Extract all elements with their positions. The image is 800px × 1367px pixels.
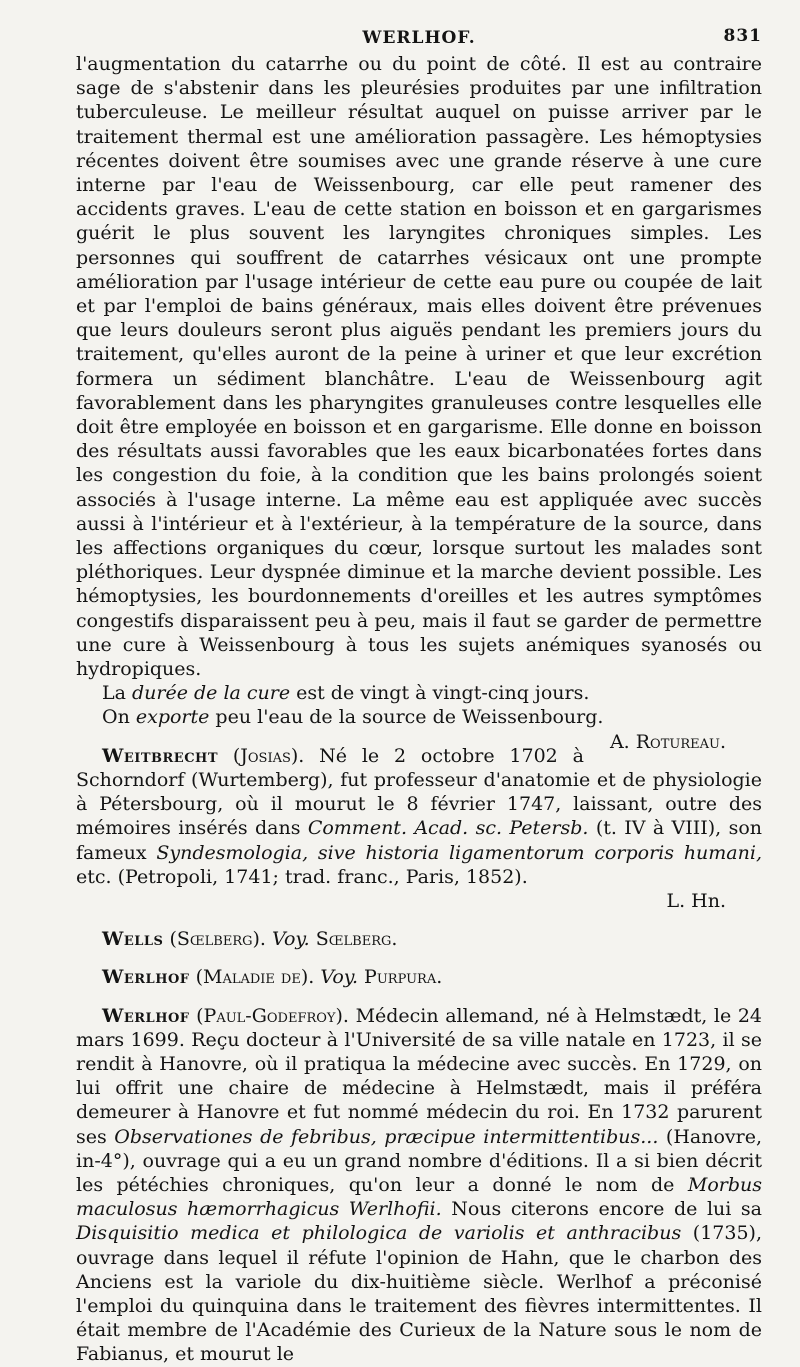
text-run: Nous citerons encore de lui sa (441, 1198, 762, 1221)
text-run: On (102, 706, 136, 729)
text-run: (t. IV à VIII), son fameux (76, 817, 763, 864)
page-title: WERLHOF. (362, 28, 476, 48)
text-run: etc. (Petropoli, 1741; trad. franc., Paris, 1852). (76, 865, 528, 888)
italic-run: Voy. (320, 966, 359, 989)
italic-run: exporte (135, 706, 210, 729)
text-run: La (102, 682, 132, 705)
entry-headword: Werlhof (102, 1004, 190, 1027)
signature-hn: L. Hn. (666, 889, 726, 912)
entry-name: (Maladie de). (189, 966, 321, 989)
entry-headword: Werlhof (102, 966, 190, 989)
text-run: Né le 2 octobre 1702 à Schorndorf (Wurtemberg), fut professeur d'anatomie et de physiologie à Pétersbourg, où il mourut le 8 février 1747, laissant, outre des mémoires insérés dans (76, 744, 762, 840)
spacer (76, 951, 762, 965)
running-head (76, 26, 762, 52)
italic-run: Syndesmologia, sive historia ligamentorum corporis humani, (156, 841, 762, 864)
italic-run: Observationes de febribus, præcipue intermittentibus... (114, 1125, 659, 1148)
entry-wells (76, 927, 762, 951)
italic-run: Disquisitio medica et philologica de variolis et anthracibus (76, 1222, 682, 1245)
entry-werlhof-paul (76, 1004, 762, 1367)
entry-werlhof-maladie (76, 965, 762, 989)
spacer (76, 990, 762, 1004)
text-run: est de vingt à vingt-cinq jours. (290, 682, 590, 705)
italic-run: durée de la cure (131, 682, 291, 705)
italic-run: Morbus maculosus hæmorrhagicus Werlhofii. (76, 1173, 762, 1221)
italic-run: Voy. (272, 928, 310, 951)
entry-weitbrecht (76, 744, 762, 889)
entry-name: (Sœlberg). (163, 928, 273, 951)
text-run: peu l'eau de la source de Weissenbourg. (209, 706, 604, 729)
italic-run: Comment. Acad. sc. Petersb. (307, 817, 589, 840)
cure-duration-paragraph (76, 681, 762, 705)
text-run: (Hanovre, in-4°), ouvrage qui a eu un grand nombre d'éditions. Il a si bien décrit les pétéchies chroniques, qu'on leur a donné le nom de (76, 1125, 762, 1196)
body-paragraph-weissenbourg: l'augmentation du catarrhe ou du point de côté. Il est au contraire sage de s'abstenir dans les pleurésies produites par une infiltration tuberculeuse. Le meilleur résultat auquel on puisse arriver par le traitement thermal est une amélioration passagère. Les hémoptysies récentes doivent être soumises avec une grande réserve à une cure interne par l'eau de Weissenbourg, car elle peut ramener des accidents graves. L'eau de cette station en boisson et en gargarismes guérit le plus souvent les laryngites chroniques simples. Les personnes qui souffrent de catarrhes vésicaux ont une prompte amélioration par l'usage intérieur de cette eau pure ou coupée de lait et par l'emploi de bains généraux, mais elles doivent être prévenues que leurs douleurs seront plus aiguës pendant les premiers jours du traitement, qu'elles auront de la peine à uriner et que leur excrétion formera un sédiment blanchâtre. L'eau de Weissenbourg agit favorablement dans les pharyngites granuleuses contre lesquelles elle doit être employée en boisson et en gargarisme. Elle donne en boisson des résultats aussi favorables que les eaux bicarbonatées fortes dans les congestion du foie, à la condition que les bains prolongés soient associés à l'usage interne. La même eau est appliquée avec succès aussi à l'intérieur et à l'extérieur, à la température de la source, dans les affections organiques du cœur, lorsque surtout les malades sont pléthoriques. Leur dyspnée diminue et la marche devient possible. Les hémoptysies, les bourdonnements d'oreilles et les autres symptômes congestifs disparaissent peu à peu, mais il faut se garder de permettre une cure à Weissenbourg à tous les sujets anémiques syanosés ou hydropiques. (76, 53, 762, 681)
signature-rotureau: A. Rotureau. (609, 730, 726, 753)
cross-reference: Purpura. (358, 966, 443, 989)
export-paragraph (76, 705, 762, 753)
entry-headword: Wells (102, 928, 164, 951)
cross-reference: Sœlberg. (309, 928, 398, 951)
text-run: (1735), ouvrage dans lequel il réfute l'opinion de Hahn, que le charbon des Anciens est la variole du dix-huitième siècle. Werlhof a préconisé l'emploi du quinquina dans le traitement des fièvres intermittentes. Il était membre de l'Académie des Curieux de la Nature sous le nom de Fabianus, et mourut le (76, 1222, 762, 1366)
entry-name: (Paul-Godefroy). (189, 1004, 356, 1027)
spacer (76, 913, 762, 927)
page-number: 831 (723, 26, 762, 46)
entry-headword: Weitbrecht (102, 744, 219, 767)
entry-name: (Josias). (218, 744, 320, 767)
text-run: Médecin allemand, né à Helmstædt, le 24 mars 1699. Reçu docteur à l'Université de sa ville natale en 1723, il se rendit à Hanovre, où il pratiqua la médecine avec succès. En 1729, on lui offrit une chaire de médecine à Helmstædt, mais il préféra demeurer à Hanovre et fut nommé médecin du roi. En 1732 parurent ses (76, 1004, 762, 1148)
